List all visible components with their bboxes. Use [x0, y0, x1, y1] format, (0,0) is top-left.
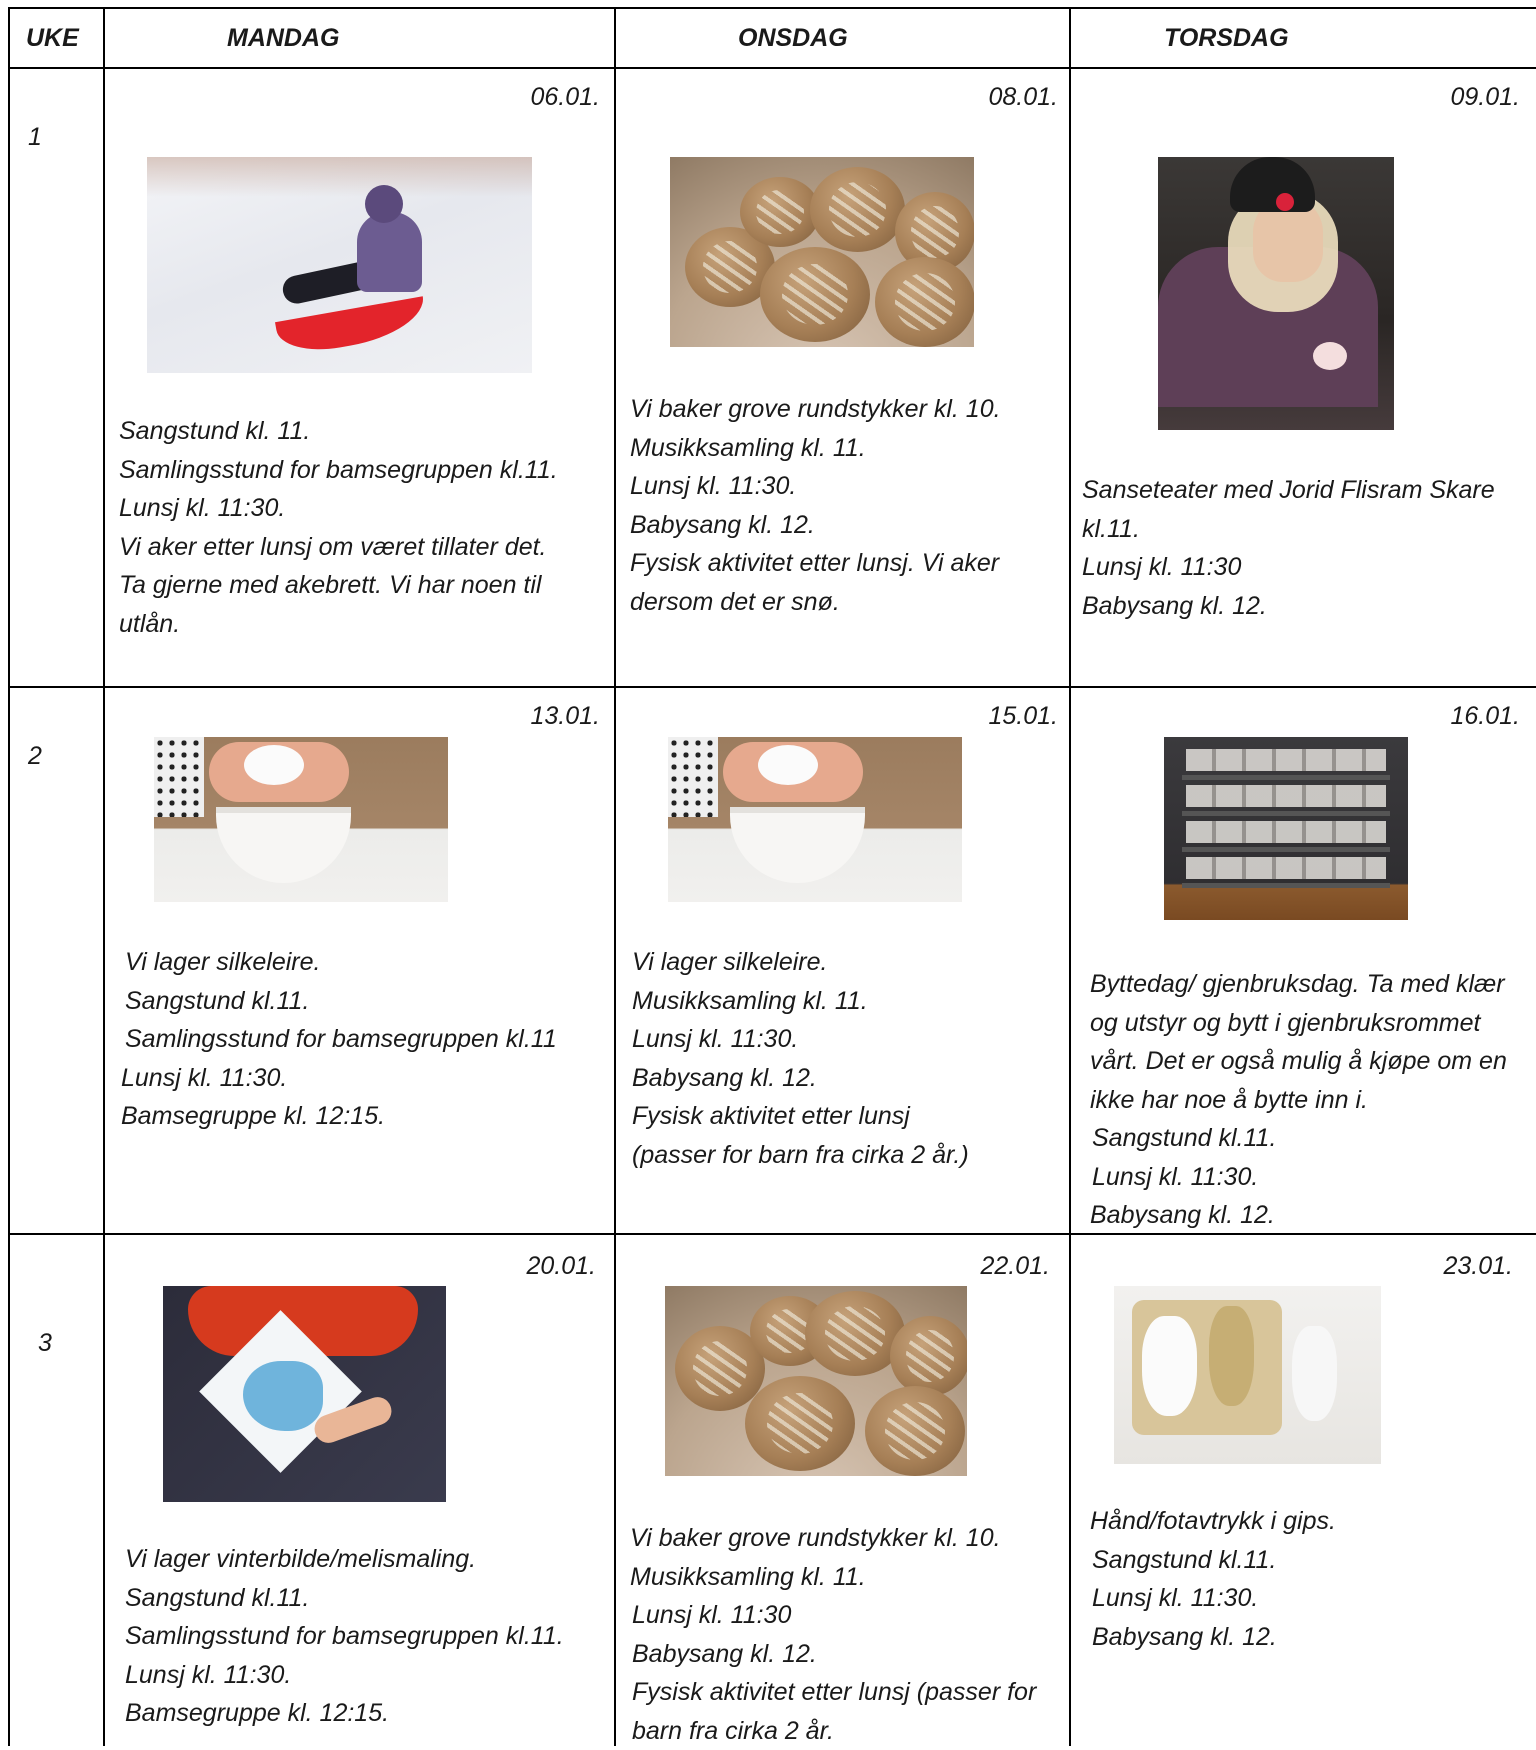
activity-line: Babysang kl. 12.: [1090, 1196, 1507, 1235]
activity-line: Lunsj kl. 11:30: [632, 1596, 1036, 1635]
performer-image: [1158, 157, 1394, 430]
header-torsdag: TORSDAG: [1164, 8, 1289, 68]
week-number: 3: [38, 1329, 52, 1358]
activity-line: Lunsj kl. 11:30.: [125, 1656, 564, 1695]
activity-list: [630, 390, 1001, 621]
activity-line: Babysang kl. 12.: [632, 1059, 969, 1098]
activity-line: (passer for barn fra cirka 2 år.): [632, 1136, 969, 1175]
activity-list: [630, 1519, 1036, 1750]
silk-clay-image: [668, 737, 962, 902]
activity-list: [125, 943, 557, 1136]
activity-line: Sangstund kl. 11.: [119, 412, 558, 451]
activity-line: dersom det er snø.: [630, 583, 1001, 622]
date-label: 22.01.: [932, 1252, 1050, 1281]
date-label: 20.01.: [476, 1252, 596, 1281]
activity-line: Babysang kl. 12.: [1082, 587, 1495, 626]
activity-line: Byttedag/ gjenbruksdag. Ta med klær: [1090, 965, 1507, 1004]
week-number: 2: [28, 742, 42, 771]
activity-line: ikke har noe å bytte inn i.: [1090, 1081, 1507, 1120]
activity-line: Babysang kl. 12.: [630, 506, 1001, 545]
activity-list: [1082, 471, 1495, 625]
activity-line: Lunsj kl. 11:30.: [1092, 1579, 1336, 1618]
activity-list: [119, 412, 558, 643]
date-label: 13.01.: [480, 702, 600, 731]
activity-line: Vi baker grove rundstykker kl. 10.: [630, 390, 1001, 429]
activity-line: Vi lager silkeleire.: [125, 943, 557, 982]
date-label: 08.01.: [940, 83, 1058, 112]
activity-line: Samlingsstund for bamsegruppen kl.11.: [125, 1617, 564, 1656]
activity-line: kl.11.: [1082, 510, 1495, 549]
date-label: 06.01.: [480, 83, 600, 112]
activity-line: Samlingsstund for bamsegruppen kl.11: [125, 1020, 557, 1059]
row-divider-1: [8, 686, 1536, 688]
header-mandag: MANDAG: [227, 8, 340, 68]
date-label: 09.01.: [1400, 83, 1520, 112]
activity-line: vårt. Det er også mulig å kjøpe om en: [1090, 1042, 1507, 1081]
activity-line: Vi aker etter lunsj om været tillater det.: [119, 528, 558, 567]
sledding-child-image: [147, 157, 532, 373]
activity-line: og utstyr og bytt i gjenbruksrommet: [1090, 1004, 1507, 1043]
activity-line: Sangstund kl.11.: [125, 982, 557, 1021]
activity-line: Hånd/fotavtrykk i gips.: [1090, 1502, 1336, 1541]
activity-list: [1090, 1502, 1336, 1656]
activity-line: Vi baker grove rundstykker kl. 10.: [630, 1519, 1036, 1558]
activity-line: Bamsegruppe kl. 12:15.: [125, 1694, 564, 1733]
week-number: 1: [28, 123, 42, 152]
column-divider-onsdag: [1069, 7, 1071, 1746]
activity-line: Vi lager silkeleire.: [632, 943, 969, 982]
column-divider-mandag: [614, 7, 616, 1746]
activity-line: Fysisk aktivitet etter lunsj. Vi aker: [630, 544, 1001, 583]
activity-line: Fysisk aktivitet etter lunsj (passer for: [632, 1673, 1036, 1712]
activity-line: Samlingsstund for bamsegruppen kl.11.: [119, 451, 558, 490]
activity-line: Vi lager vinterbilde/melismaling.: [125, 1540, 564, 1579]
activity-line: Lunsj kl. 11:30.: [632, 1020, 969, 1059]
buns-image: [665, 1286, 967, 1476]
activity-line: Musikksamling kl. 11.: [632, 982, 969, 1021]
activity-line: Fysisk aktivitet etter lunsj: [632, 1097, 969, 1136]
winter-painting-image: [163, 1286, 446, 1502]
activity-line: barn fra cirka 2 år.: [632, 1712, 1036, 1750]
activity-line: Ta gjerne med akebrett. Vi har noen til: [119, 566, 558, 605]
activity-line: Sangstund kl.11.: [1092, 1541, 1336, 1580]
silk-clay-image: [154, 737, 448, 902]
plaster-footprints-image: [1114, 1286, 1381, 1464]
activity-line: Bamsegruppe kl. 12:15.: [121, 1097, 557, 1136]
column-divider-uke: [103, 7, 105, 1746]
activity-line: Lunsj kl. 11:30.: [1092, 1158, 1507, 1197]
activity-line: Lunsj kl. 11:30.: [119, 489, 558, 528]
activity-line: Lunsj kl. 11:30: [1082, 548, 1495, 587]
header-onsdag: ONSDAG: [738, 8, 848, 68]
activity-line: Musikksamling kl. 11.: [630, 1558, 1036, 1597]
activity-line: Musikksamling kl. 11.: [630, 429, 1001, 468]
date-label: 15.01.: [940, 702, 1058, 731]
date-label: 23.01.: [1393, 1252, 1513, 1281]
table-border-left: [8, 7, 10, 1746]
activity-line: Sangstund kl.11.: [125, 1579, 564, 1618]
activity-line: Lunsj kl. 11:30.: [121, 1059, 557, 1098]
date-label: 16.01.: [1400, 702, 1520, 731]
activity-line: Lunsj kl. 11:30.: [630, 467, 1001, 506]
recycling-shelves-image: [1164, 737, 1408, 920]
activity-line: Sangstund kl.11.: [1092, 1119, 1507, 1158]
activity-list: [1090, 965, 1507, 1235]
buns-image: [670, 157, 974, 347]
activity-list: [125, 1540, 564, 1733]
activity-line: Sanseteater med Jorid Flisram Skare: [1082, 471, 1495, 510]
activity-line: utlån.: [119, 605, 558, 644]
activity-line: Babysang kl. 12.: [632, 1635, 1036, 1674]
activity-list: [632, 943, 969, 1174]
header-uke: UKE: [26, 8, 79, 68]
activity-line: Babysang kl. 12.: [1092, 1618, 1336, 1657]
